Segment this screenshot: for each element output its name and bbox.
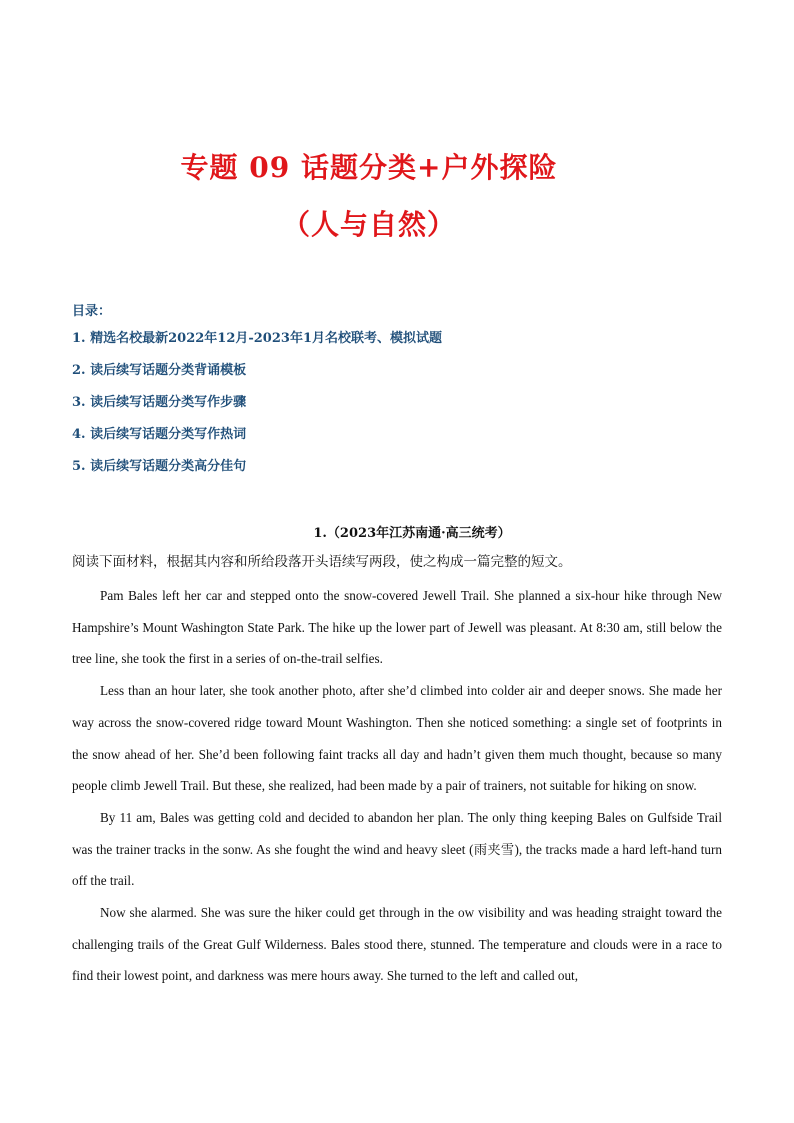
toc-item: 5. 读后续写话题分类高分佳句 xyxy=(72,459,247,474)
passage xyxy=(72,580,722,992)
passage-paragraph: Now she alarmed. She was sure the hiker could get through in the ow visibility and was heading straight toward the challenging trails of the Great Gulf Wilderness. Bales stood there, stunned. The temperature and clouds were in a race to find their lowest point, and darkness was mere hours away. She turned to the left and called out, xyxy=(72,905,722,984)
toc-heading: 目录： xyxy=(72,304,112,319)
toc-item: 1. 精选名校最新2022年12月-2023年1月名校联考、模拟试题 xyxy=(72,331,442,346)
toc-item: 2. 读后续写话题分类背诵模板 xyxy=(72,363,247,378)
question-heading: 1.（2023年江苏南通·高三统考） xyxy=(313,526,511,541)
passage-paragraph: Pam Bales left her car and stepped onto the snow-covered Jewell Trail. She planned a six-hour hike through New Hampshire’s Mount Washington State Park. The hike up the lower part of Jewell was pleasant. At 8:30 am, still below the tree line, she took the first in a series of on-the-trail selfies. xyxy=(72,588,722,667)
question-instruction: 阅读下面材料，根据其内容和所给段落开头语续写两段，使之构成一篇完整的短文。 xyxy=(72,554,572,570)
table-of-contents xyxy=(72,330,442,490)
toc-item: 4. 读后续写话题分类写作热词 xyxy=(72,427,247,442)
passage-paragraph: Less than an hour later, she took another photo, after she’d climbed into colder air and deeper snows. She made her way across the snow-covered ridge toward Mount Washington. Then she noticed something: a single set of footprints in the snow ahead of her. She’d been following faint tracks all day and hadn’t given them much thought, because so many people climb Jewell Trail. But these, she realized, had been made by a pair of trainers, not suitable for hiking on snow. xyxy=(72,683,722,794)
toc-item: 3. 读后续写话题分类写作步骤 xyxy=(72,395,247,410)
page-title: 专题 09 话题分类+户外探险 xyxy=(180,151,558,184)
passage-paragraph: By 11 am, Bales was getting cold and decided to abandon her plan. The only thing keeping Bales on Gulfside Trail was the trainer tracks in the sonw. As she fought the wind and heavy sleet (雨夹雪), the tracks made a hard left-hand turn off the trail. xyxy=(72,809,722,889)
page-subtitle: （人与自然） xyxy=(281,208,456,241)
